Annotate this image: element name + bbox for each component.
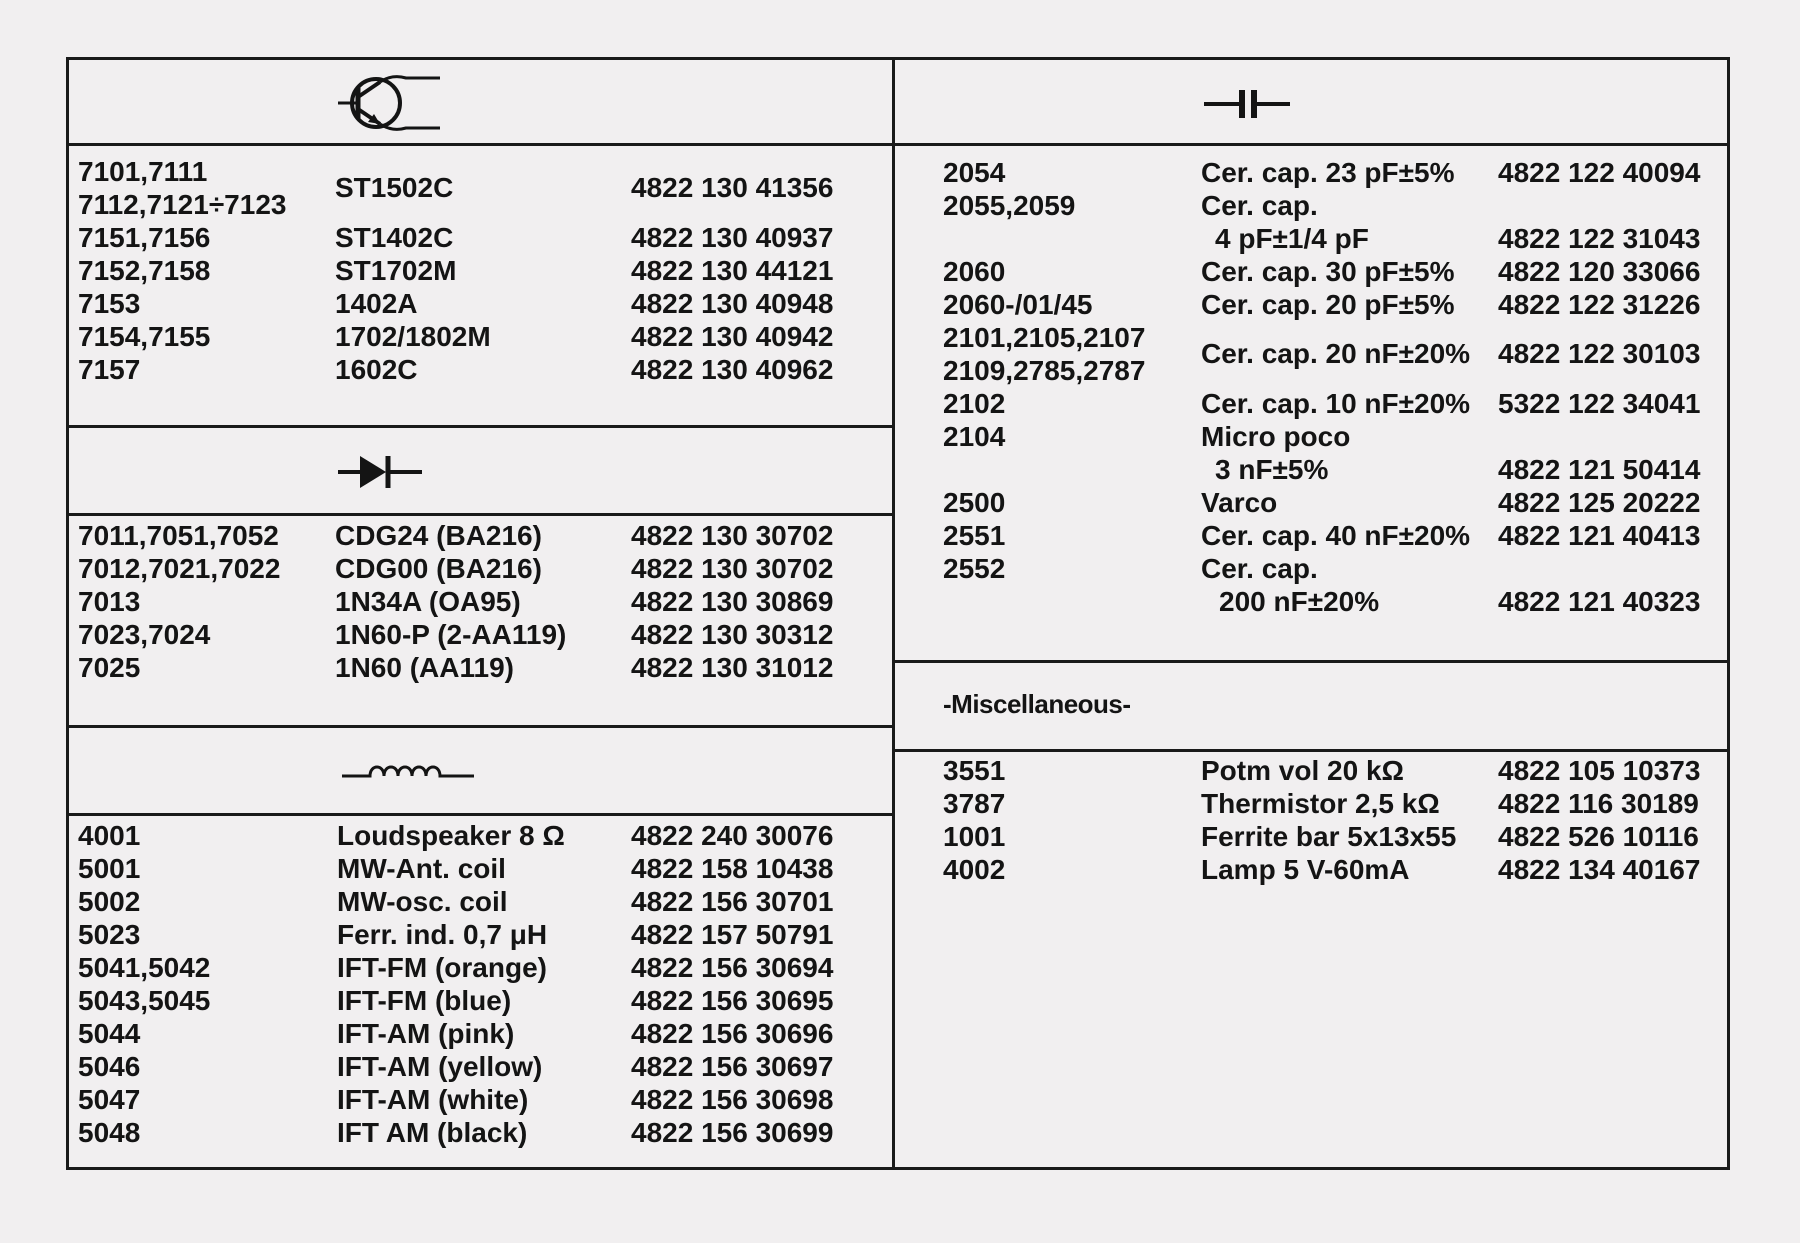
capacitor-symbol-icon	[1202, 84, 1292, 124]
parts-table-frame	[66, 57, 1730, 1170]
misc-header-rule	[892, 749, 1730, 752]
transistor-symbol-icon	[336, 70, 446, 132]
coil-header-top-rule	[66, 725, 892, 728]
diode-symbol-icon	[336, 452, 426, 492]
capacitor-header-rule	[892, 143, 1730, 146]
coil-header-rule	[66, 813, 892, 816]
misc-section-title: -Miscellaneous-	[943, 689, 1131, 719]
misc-header-top-rule	[892, 660, 1730, 663]
column-divider	[892, 57, 895, 1170]
transistor-header-rule	[66, 143, 892, 146]
diode-header-rule	[66, 513, 892, 516]
diode-header-top-rule	[66, 425, 892, 428]
coil-symbol-icon	[340, 756, 476, 782]
